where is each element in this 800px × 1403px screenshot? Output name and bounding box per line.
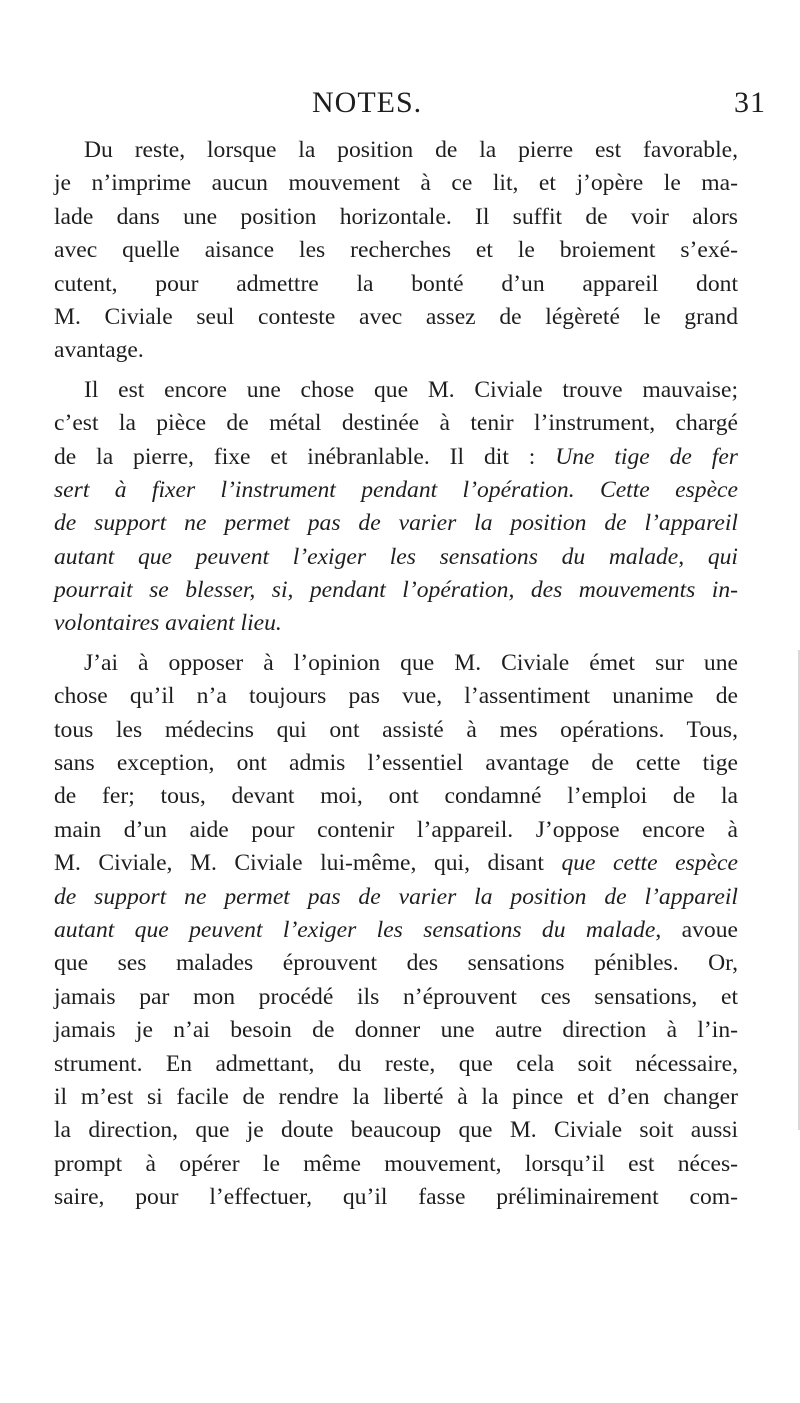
text-line: M. Civiale, M. Civiale lui-même, qui, disant que cette espèce	[54, 850, 738, 877]
text-line	[54, 607, 738, 640]
quoted-italic: autant que peuvent l’exiger les sensations du malade, qui	[54, 543, 738, 570]
running-title: NOTES.	[312, 86, 423, 119]
text-line: tous les médecins qui ont assisté à mes opérations. Tous,	[54, 716, 738, 743]
text-line	[54, 541, 738, 574]
quoted-italic: sert à fixer l’instrument pendant l’opération. Cette espèce	[54, 476, 738, 503]
text-line: main d’un aide pour contenir l’appareil. J’oppose encore à	[54, 816, 738, 843]
quoted-italic: Une tige de fer	[555, 443, 738, 470]
text-line: Il est encore une chose que M. Civiale trouve mauvaise;	[84, 376, 738, 403]
running-head	[0, 86, 800, 126]
body-text	[54, 134, 738, 1215]
text-line: je n’imprime aucun mouvement à ce lit, et j’opère le ma-	[54, 170, 738, 197]
text-line	[54, 881, 738, 914]
text-line: Du reste, lorsque la position de la pierre est favorable,	[84, 137, 738, 163]
text-line: sans exception, ont admis l’essentiel avantage de cette tige	[54, 750, 738, 777]
text-line: avantage.	[54, 337, 144, 364]
text-line: chose qu’il n’a toujours pas vue, l’assentiment unanime de	[54, 683, 738, 710]
text-line: de fer; tous, devant moi, ont condamné l’emploi de la	[54, 783, 738, 810]
text-line: de la pierre, fixe et inébranlable. Il dit : Une tige de fer	[54, 443, 738, 470]
quoted-italic: pourrait se blesser, si, pendant l’opération, des mouvements in-	[54, 577, 738, 604]
text-line	[54, 574, 738, 607]
text-line: jamais je n’ai besoin de donner une autre direction à l’in-	[54, 1017, 738, 1044]
quoted-italic: volontaires avaient lieu.	[54, 610, 282, 637]
quoted-italic: que cette espèce	[561, 850, 738, 877]
text-line: lade dans une position horizontale. Il suffit de voir alors	[54, 203, 738, 230]
text-line: cutent, pour admettre la bonté d’un appareil dont	[54, 270, 738, 297]
quoted-italic: de support ne permet pas de varier la position de l’appareil	[54, 510, 738, 537]
text-line: saire, pour l’effectuer, qu’il fasse préliminairement com-	[54, 1184, 738, 1211]
text-line	[54, 474, 738, 507]
quoted-italic: de support ne permet pas de varier la position de l’appareil	[54, 883, 738, 910]
text-line: la direction, que je doute beaucoup que M. Civiale soit aussi	[54, 1117, 738, 1144]
text-line: M. Civiale seul conteste avec assez de légèreté le grand	[54, 303, 738, 330]
text-line: strument. En admettant, du reste, que cela soit nécessaire,	[54, 1050, 738, 1077]
text-line: prompt à opérer le même mouvement, lorsqu’il est néces-	[54, 1150, 738, 1177]
text-line: c’est la pièce de métal destinée à tenir l’instrument, chargé	[54, 410, 738, 437]
text-line: J’ai à opposer à l’opinion que M. Civiale émet sur une	[84, 649, 738, 676]
page-number: 31	[734, 86, 766, 119]
text-line: que ses malades éprouvent des sensations pénibles. Or,	[54, 950, 738, 977]
text-line: jamais par mon procédé ils n’éprouvent ces sensations, et	[54, 983, 738, 1010]
text-line: il m’est si facile de rendre la liberté à la pince et d’en changer	[54, 1083, 738, 1110]
text-line: avec quelle aisance les recherches et le broiement s’exé-	[54, 237, 738, 264]
text-line: autant que peuvent l’exiger les sensations du malade, avoue	[54, 916, 738, 943]
text-line	[54, 507, 738, 540]
quoted-italic: autant que peuvent l’exiger les sensations du malade	[54, 916, 656, 943]
